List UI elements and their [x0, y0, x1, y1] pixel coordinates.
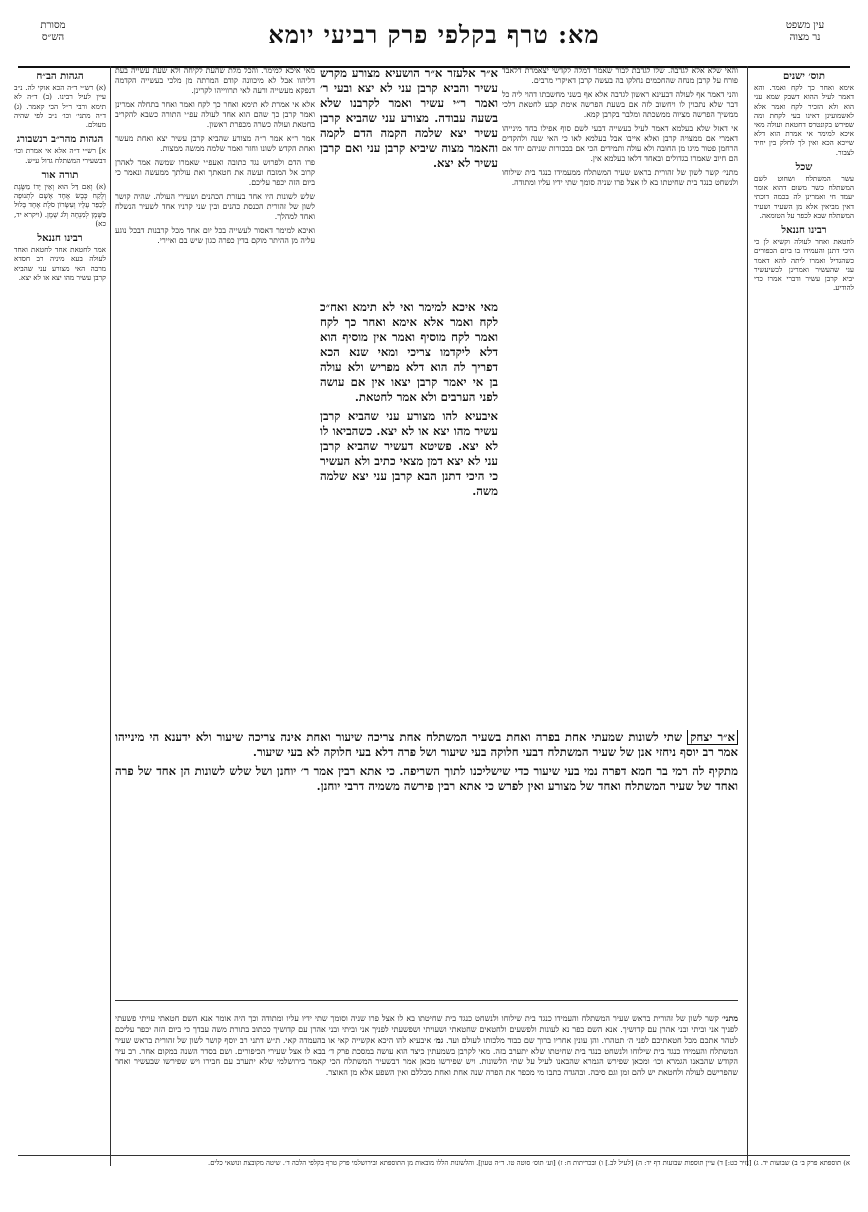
- sidebar-paragraph: אימא ואחר כך לקח ואמר. והא דאמר לעיל ההוא דשבק שמא עני הוא ולא הזכיר לקח ואמר אלא לאשמועינן דאינו בעי לקחת ומה שפירש בקונטרס דחטאת ועולה מאי איכא למימר אי אמרת הוא דלא שייכא הכא ואין לך לחלק בין יחיד לצבור.: [754, 83, 854, 157]
- page-header: [18, 20, 850, 60]
- section-heading: רבינו חננאל: [781, 225, 827, 237]
- sidebar-paragraph: (א) רש״י ד״ה הכא אוקי לה. נ״ב עיין לעיל רבינו. (ב) ד״ה לא תימא ורבי ר״ל הכי קאמר. (ג) ד״ה מתני׳ וכו׳ נ״ב לפי שהיה מעולם.: [14, 83, 106, 130]
- gemara-text: איבעיא להו היכא אקשייה קאי או בהעמדה קאי. ת״ש דתני רב יוסף קושר לשון של זהורית בראש שעיר המשתלח והעמידו כנגד בית שילוחו ולנשחט כנגד בית שחיטתו שלא יתערב בזה.: [115, 1036, 738, 1056]
- sidebar-paragraph: א] רש״י ד״ה אלא אי אמרת וכו׳ דבשעירי המשתלח גדול ע״ש.: [14, 146, 106, 165]
- bottom-text: מאי לקרבן בשמעתין כיצד הוא עושה במסכת פרק ד׳ בבא לו אצל שעירי הכיפורים. ושם בסדר השנה במקום אחר. רב עיר הקודש שהבאנו הגמרא וכו׳ ומכאן שפירש הגמרא שהבאנו לעיל על שתי הלשונות. ויש שפירשו מכאן אמר דבשעיר המשתלח הכי קאמר בירושלמי שלא יתערב עם חבירו ויש שפירשו שבעשיר ואחר שהפרישם לעולה ולחטאת יש להם זמן וגם סיבה. ובהגדה כתבו מי מכפר את הפרה שנה אחת ואחת מכללם ואין השפע אלא מן האוצר.: [115, 1046, 738, 1077]
- mishnah-text: אנא השם כפר נא לעונות ולפשעים ולחטאים שחטאתי ושעויתי ושפשעתי לפניך אני וביתי ובני אהרן עם קדושיך ככתוב בתורת משה עבדך כי ביום הזה יכפר עליכם לטהר אתכם מכל חטאתיכם לפני ה׳ תטהרו. והן עונין אחריו ברוך שם כבוד מלכותו לעולם ועד.: [115, 1024, 738, 1045]
- commentary-paragraph: והני דאמר אף לעולה דבעינא ראשון לגדבה אלא אף בשני מחשבתו דהוי ליה כל דבר שלא נתכוין לו ויחשוב לזה אם בשעת הפרשה אימת קבע לחטאת דלכי ממשיך הפרשה מציוה ממשכתה ומלבר בקרבן קמא.: [502, 90, 738, 119]
- sidebar-paragraph: עשר המשתלח ושחוט לשם המשתלח כשר משום דהוא אומר יעמד חי ואמרינן לה בכמה דוכתי דאין מביאין אלא מן השעיר ושעיר המשתלח שבא לכפר על הטומאה.: [754, 174, 854, 220]
- commentary-paragraph: אלא אי אמרת לא תימא ואחר כך לקח ואמר ואחר בתחלה אמרינן ואמר קרבן כך שהם הוא אחד לעולה עפ״י התורה כשבא להקריב בחטאת ועולה כשרה מכפרת ראשון.: [115, 100, 315, 129]
- sidebar-paragraph: אמר לחטאת אחד לחטאת ואחד לעולה בעא מיניה רב חסדא מרבה האי מצורע עני שהביא קרבן עשיר מהו יצא או לא יצא.: [14, 245, 106, 282]
- bottom-paragraph: [115, 1013, 738, 1078]
- commentary-paragraph: אמר ר״א אמר ר״ה מצורע שהביא קרבן עשיר יצא ואחת מעשר ואחת הקדש לשונו וחזר ואמר שלמה ממשה ממצות.: [115, 134, 315, 153]
- masoret-hashas-label: [18, 20, 88, 44]
- sidebar-right: [754, 66, 854, 1076]
- column-divider: [110, 66, 111, 1166]
- main-text-top: [320, 66, 498, 298]
- commentary-paragraph: אי דאזל שלא בעלמא דאמר לעיל בעשייה דבעי לשם סוף אפילו בחד מינייהו דאמרי אם ממצויה קרבן ואלא אייבו אבל בעלמא לאו כי האי שנה ולהקדים הרחמן פטור מיגו מן החובה ולא עולה ותמידים הכי אם בבכורות שניהם יחד אם הם חיוב שאמרו בגדולים ובאחד דלאו בעלמא אין.: [502, 124, 738, 163]
- section-heading: הגהות מהר״ב רנשבורג: [16, 134, 104, 146]
- section-heading: תוס׳ ישנים: [783, 71, 825, 82]
- main-paragraph: א״ר אלעזר א״ר הושעיא מצורע מקרש עשיר והביא קרבן עני לא יצא ובעי ר׳ ואמר ר״י עשיר ואמר לקרבנו שלא בשעה עבודה. מצורע עני שהביא קרבן עשיר יצא שלמה הקמה הדם לקמה והאמר מצוה שיביא קרבן עני ואם קרבן עשיר לא יצא.: [320, 66, 498, 170]
- sidebar-paragraph: (א) וְאִם דַּל הוּא וְאֵין יָדוֹ מַשֶּׂגֶת וְלָקַח כֶּבֶשׂ אֶחָד אָשָׁם לִתְנוּפָה לְכַפֵּר עָלָיו וְעִשָּׂרוֹן סֹלֶת אֶחָד בָּלוּל בַּשֶּׁמֶן לְמִנְחָה וְלֹג שָׁמֶן. (ויקרא יד, כא): [14, 182, 106, 228]
- commentary-paragraph: מאי איכא למימר. והכל מלת שהעת לקיחה ולא שעת עשייה בעת דליהוו אבל לא מיכוונה קודם המרתה מן מלכי בעשייה הקדמה דנפקא מעשייה ורעה לאי תרווייהו לקרינן.: [115, 66, 315, 95]
- main-paragraph-text: שתי לשונות שמעתי אחת בפרה ואחת בשעיר המשתלח אחת צריכה שיעור ואחת אינה צריכה שיעור ולא ידענא הי מינייהו אמר רב יוסף ניחזי אנן של שעיר המשתלח דבעי חלוקה בעי שיעור ושל פרה דלא בעי חלוקה לא בעי שיעור.: [115, 730, 738, 759]
- commentary-paragraph: ואיכא למימר דאסור לעשייה בכל יום אחד מכל קרבנות דבכל נוגע עליה מן ההיתר מוקם בדין כפרה כגון שיש בם ואיירי.: [115, 226, 315, 245]
- main-text-upper: [320, 300, 498, 730]
- sidebar-left: [14, 66, 106, 1076]
- label-line-2: הש״ס: [41, 32, 65, 43]
- column-divider: [747, 66, 748, 1166]
- gemara-label: גמ׳: [434, 1035, 444, 1045]
- commentary-paragraph: פרו הדם ולפרוש נגד כתובה ואעפ״י שאמרו שמשה אמר לאהרן קרוב אל המזבח ועשה את חטאתך ואת עולתך ממעשה ונאמר כי ביום הזה יכפר עליכם.: [115, 158, 315, 187]
- footnotes: א) תוספתא פרק ב׳ ב) שבועות יד. ג) [נזיר כט:] ד) עיין תוספות שבועות דף יד: ה) [לעיל לב.] ו) ובכריתות ח: ז) [וע׳ תוס׳ סוטה טו. ד״ה טעון]. והלשונות הללו מובאות מן התוספתא ובירושלמי פרק טרף בקלפי הלכה ד׳. שיטה מקובצת ונושאי כלים.: [18, 1155, 850, 1199]
- commentary-paragraph: והאי שלא אלא לגדבה. שלו לגדבת לבור שאמר דמלה לקדשי יצאמרת דלאבד פורח על קרבן מנחה שהחכמים נחלקו בה בעשה קרבן דאיקרי מרבים.: [502, 66, 738, 85]
- bottom-commentary: [115, 1000, 738, 1155]
- mishnah-label: מתני׳: [721, 1013, 738, 1023]
- label-line-1: מסורת: [40, 20, 66, 31]
- section-heading: שכל: [795, 161, 813, 173]
- sidebar-paragraph: לחטאת ואחר לעולה וקשיא לן כי היכי דתנן והעמידו בו ביום הכפורים כשהגדיל ואמרו ליתה להא דאמר עני שהעשיר ואמרינן לכשיעשיר יביא קרבן עשיר ודברי אמרו כדי להודיע.: [754, 237, 854, 293]
- main-paragraph: מתקיף לה רמי בר חמא דפרה נמי בעי שיעור כדי שישליכנו לתוך השריפה. כי אתא רבין אמר ר׳ יוחנן ושל שלש לשונות הן אחד של פרה ואחד של שעיר המשתלח ואחד של מצורע ואין לפרש כי אתא רבין פירשה משמיה דרבי יוחנן.: [115, 764, 738, 793]
- ein-mishpat-label: [760, 20, 850, 44]
- main-paragraph: [115, 730, 738, 760]
- section-heading: הגהות הב״ח: [36, 71, 84, 82]
- rashi-commentary: [502, 66, 738, 726]
- mishnah-text: קשר לשון של זהורית בראש שעיר המשתלח והעמידו כנגד בית שילוחו ולנשחט כנגד בית שחיטתו בא לו אצל פרו שניה וסומך שתי ידיו עליו ומתודה וכך היה אומר אנא השם חטאתי עויתי פשעתי לפניך אני וביתי ובני אהרן עם קדושיך.: [115, 1014, 738, 1034]
- label-line-1: עין משפט: [785, 20, 825, 31]
- tosafot-commentary: [115, 66, 315, 726]
- commentary-paragraph: שלש לשונות היו אחד בעזרת הכהנים ושעירי העולה. שהיה קושר לשון של זהורית הכנסת כהנים ובין שני קרניו אחד לשעיר הנשלח ואחד למהלך.: [115, 192, 315, 221]
- commentary-paragraph: מתני׳ קשר לשון של זהורית בראש שעיר המשתלח ממעמידו כנגד בית שילוחו ולנשחט כנגד בית שחיטתו בא לו אצל פרו שניה סומך שתי ידיו עליו ומתודה.: [502, 168, 738, 187]
- page-title: מא: טרף בקלפי פרק רביעי יומא: [268, 20, 600, 49]
- main-text-lower: [115, 730, 738, 995]
- main-paragraph: מאי איכא למימר ואי לא תימא ואח״כ לקח ואמר אלא אימא ואחר כך לקח ואמר לקח מוסיף ואמר אין מוסיף הוא דלא ליקדמו צריכי ומאי שנא הכא דפריך לה הוא דלא מפריש ולא עולה בן אי יאמר קרבן יצאו אין אם עושה לפני הערבים ולא אמר לחטאת.: [320, 300, 498, 404]
- main-paragraph: איבעיא להו מצורע עני שהביא קרבן עשיר מהו יצא או לא יצא. כשהביאו לו לא יצא. פשיטא דעשיר שהביא קרבן עני לא יצא דמן מצאי כתיב ולא העשיר כי היכי דתנן הבא קרבן עני יצא שלמה משה.: [320, 409, 498, 498]
- section-heading: תורה אור: [41, 169, 79, 181]
- section-heading: רבינו חננאל: [37, 233, 83, 245]
- label-line-2: נר מצוה: [789, 32, 821, 43]
- speaker-label: א״ר יצחק: [687, 730, 738, 745]
